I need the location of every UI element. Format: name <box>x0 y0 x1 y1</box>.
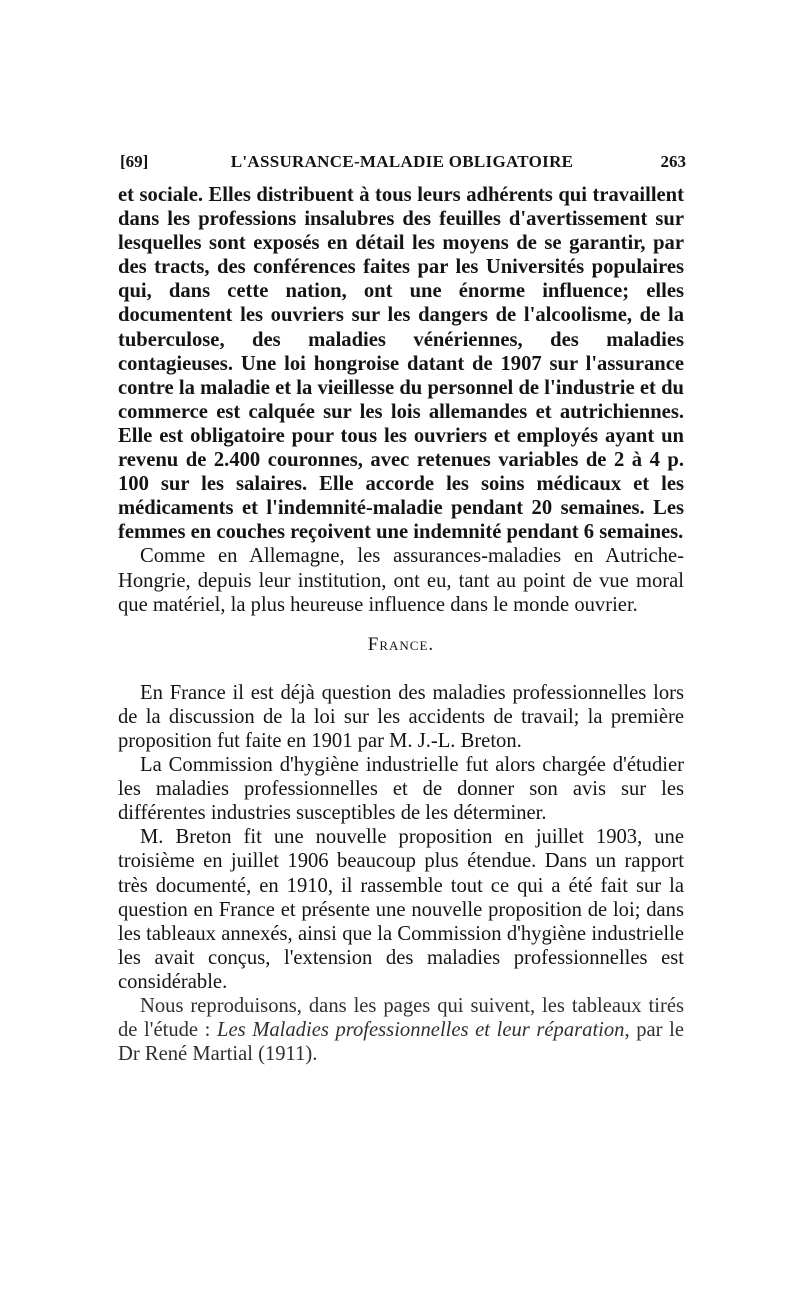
note-lead: Nous reproduisons, dans les pages qui suivent, les tableaux tirés de l'étude : <box>118 995 684 1042</box>
page-number: 263 <box>660 152 686 171</box>
paragraph: Comme en Allemagne, les assurances-maladies en Autriche-Hongrie, depuis leur institution, ont eu, tant au point de vue moral que matériel, la plus heureuse influence dans le monde ouvrier. <box>118 545 684 616</box>
paragraph: M. Breton fit une nouvelle proposition en juillet 1903, une troisième en juillet 1906 beaucoup plus étendue. Dans un rapport très documenté, en 1910, il rassemble tout ce qui a été fait sur la question en France et présente une nouvelle proposition de loi; dans les tableaux annexés, ainsi que la Commission d'hygiène industrielle les avait conçus, l'extension des maladies professionnelles est considérable. <box>118 826 684 993</box>
paragraph: En France il est déjà question des maladies professionnelles lors de la discussion de la loi sur les accidents de travail; la première proposition fut faite en 1901 par M. J.-L. Breton. <box>118 681 684 752</box>
paragraph: et sociale. Elles distribuent à tous leurs adhérents qui travaillent dans les professions insalubres des feuilles d'avertissement sur lesquelles sont exposés en détail les moyens de se garantir, par des tracts, des conférences faites par les Universités populaires qui, dans cette nation, ont une énorme influence; elles documentent les ouvriers sur les dangers de l'alcoolisme, de la tuberculose, des maladies vénériennes, des maladies contagieuses. Une loi hongroise datant de 1907 sur l'assurance contre la maladie et la vieillesse du personnel de l'industrie et du commerce est calquée sur les lois allemandes et autrichiennes. Elle est obligatoire pour tous les ouvriers et employés ayant un revenu de 2.400 couronnes, avec retenues variables de 2 à 4 p. 100 sur les salaires. Elle accorde les soins médicaux et les médicaments et l'indemnité-maladie pendant 20 semaines. Les femmes en couches reçoivent une indemnité pendant 6 semaines. <box>118 184 684 544</box>
note-tail: , par le Dr René Martial (1911). <box>118 1019 684 1066</box>
paragraph: La Commission d'hygiène industrielle fut alors chargée d'étudier les maladies professionnelles et de donner son avis sur les différentes industries susceptibles de les déterminer. <box>118 754 684 825</box>
footnote-paragraph <box>118 994 684 1066</box>
page-reference: [69] <box>120 152 149 171</box>
running-header <box>118 152 686 176</box>
note-work-title: Les Maladies professionnelles et leur réparation <box>217 1019 625 1042</box>
page-body <box>118 183 684 1066</box>
section-heading: France. <box>367 633 435 655</box>
running-title: L'ASSURANCE-MALADIE OBLIGATOIRE <box>230 152 574 171</box>
